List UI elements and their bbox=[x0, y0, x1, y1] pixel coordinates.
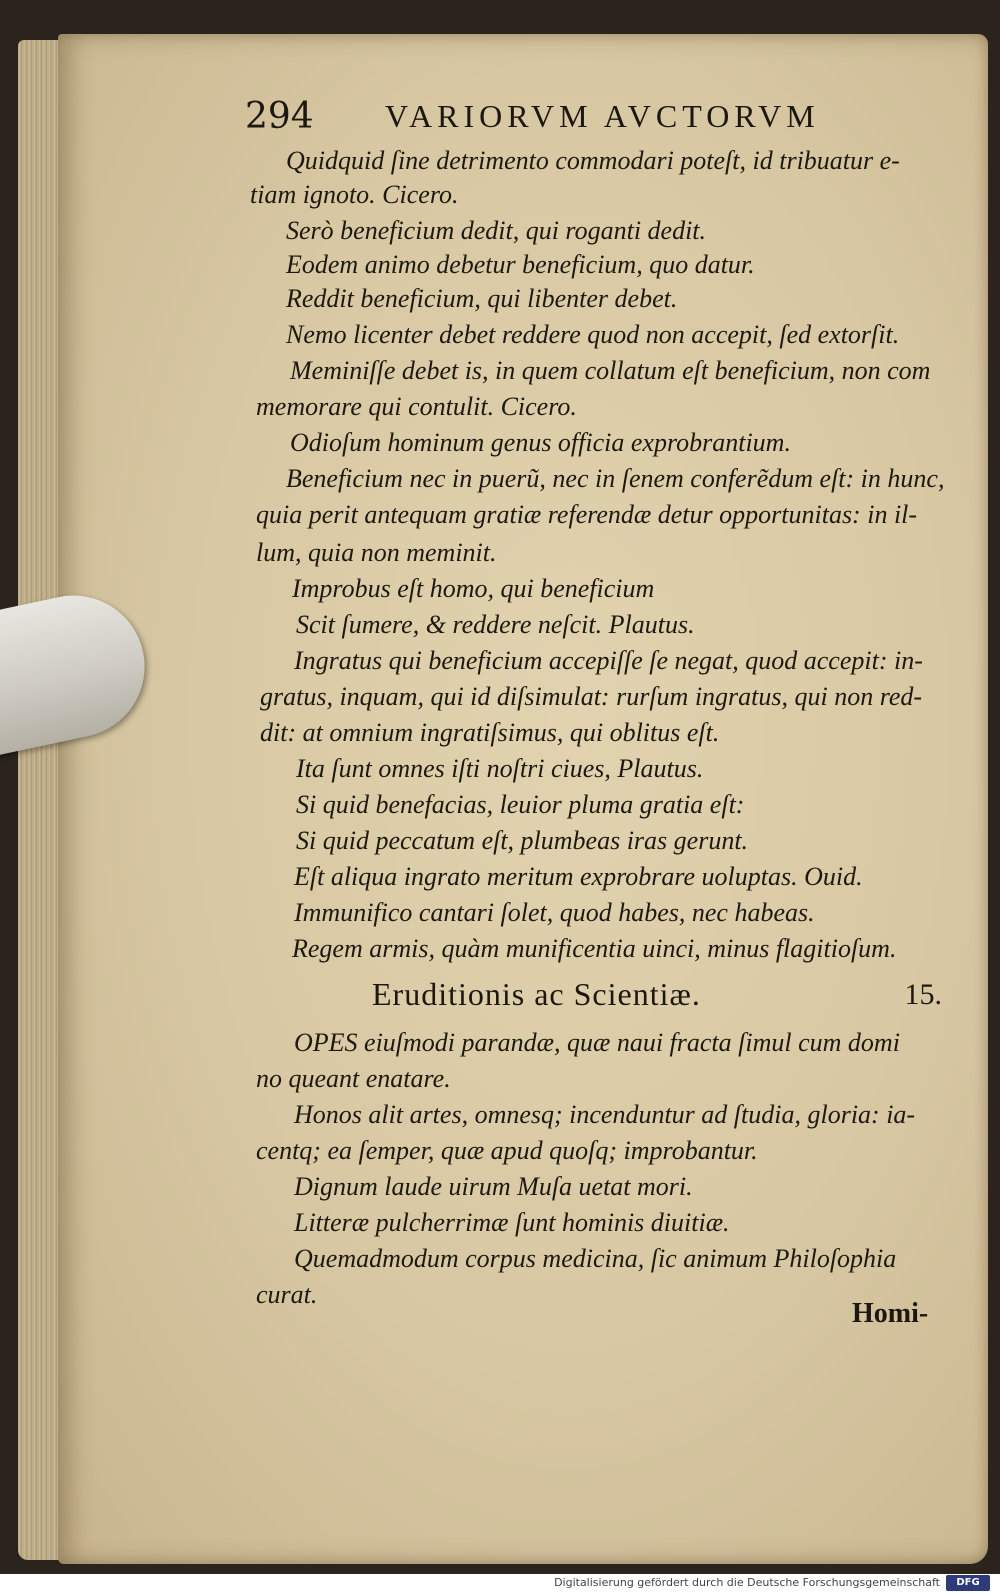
running-title: VARIORVM AVCTORVM bbox=[385, 98, 820, 134]
text-line: Quidquid ſine detrimento commodari poteſt, id tribuatur e- bbox=[286, 146, 900, 175]
text-line: quia perit antequam gratiæ referendæ detur opportunitas: in il- bbox=[256, 500, 918, 529]
catchword: Homi- bbox=[852, 1298, 929, 1329]
text-line: Litteræ pulcherrimæ ſunt hominis diuitiæ. bbox=[294, 1208, 730, 1237]
text-line: Dignum laude uirum Muſa uetat mori. bbox=[294, 1172, 693, 1201]
text-line: Immunifico cantari ſolet, quod habes, nec habeas. bbox=[294, 898, 815, 927]
page-number: 294 bbox=[245, 96, 314, 137]
text-line: centq; ea ſemper, quæ apud quoſq; improbantur. bbox=[256, 1136, 758, 1165]
text-line: Ingratus qui beneficium accepiſſe ſe negat, quod accepit: in- bbox=[294, 646, 923, 675]
text-line: Scit ſumere, & reddere neſcit. Plautus. bbox=[296, 610, 695, 639]
text-line: tiam ignoto. Cicero. bbox=[250, 180, 459, 209]
text-line: Odioſum hominum genus officia exprobrantium. bbox=[290, 428, 791, 457]
text-line: Meminiſſe debet is, in quem collatum eſt beneficium, non com bbox=[290, 356, 931, 385]
text-line: OPES eiuſmodi parandæ, quæ naui fracta ſimul cum domi bbox=[294, 1028, 900, 1057]
text-line: Honos alit artes, omnesq; incenduntur ad ſtudia, gloria: ia- bbox=[294, 1100, 916, 1129]
text-line: lum, quia non meminit. bbox=[256, 538, 497, 567]
section-heading bbox=[372, 976, 942, 1018]
text-line: Eodem animo debetur beneficium, quo datur. bbox=[286, 250, 755, 279]
dfg-logo-icon: DFG bbox=[946, 1575, 990, 1591]
text-line: gratus, inquam, qui id diſsimulat: rurſum ingratus, qui non red- bbox=[260, 682, 923, 711]
text-line: Reddit beneficium, qui libenter debet. bbox=[286, 284, 678, 313]
text-line: no queant enatare. bbox=[256, 1064, 451, 1093]
text-line: dit: at omnium ingratiſsimus, qui oblitus eſt. bbox=[260, 718, 720, 747]
text-line: Si quid benefacias, leuior pluma gratia eſt: bbox=[296, 790, 745, 819]
funding-credit: Digitalisierung gefördert durch die Deutsche Forschungsgemeinschaft bbox=[554, 1576, 940, 1589]
text-line: Nemo licenter debet reddere quod non accepit, ſed extorſit. bbox=[286, 320, 900, 349]
text-line: Improbus eſt homo, qui beneficium bbox=[292, 574, 655, 603]
text-line: memorare qui contulit. Cicero. bbox=[256, 392, 577, 421]
section-number: 15. bbox=[904, 978, 942, 1011]
running-head bbox=[245, 96, 945, 144]
text-line: Regem armis, quàm munificentia uinci, minus flagitioſum. bbox=[292, 934, 897, 963]
text-line: Eſt aliqua ingrato meritum exprobrare uoluptas. Ouid. bbox=[294, 862, 863, 891]
text-line: Si quid peccatum eſt, plumbeas iras gerunt. bbox=[296, 826, 749, 855]
text-line: Quemadmodum corpus medicina, ſic animum Philoſophia bbox=[294, 1244, 897, 1273]
footer-bar bbox=[0, 1574, 1000, 1594]
text-line: Ita ſunt omnes iſti noſtri ciues, Plautus. bbox=[296, 754, 704, 783]
text-line: Serò beneficium dedit, qui roganti dedit. bbox=[286, 216, 707, 245]
text-line: Beneficium nec in puerũ, nec in ſenem conferẽdum eſt: in hunc, bbox=[286, 464, 945, 493]
section-title: Eruditionis ac Scientiæ. bbox=[372, 976, 701, 1012]
text-line: curat. bbox=[256, 1280, 318, 1309]
